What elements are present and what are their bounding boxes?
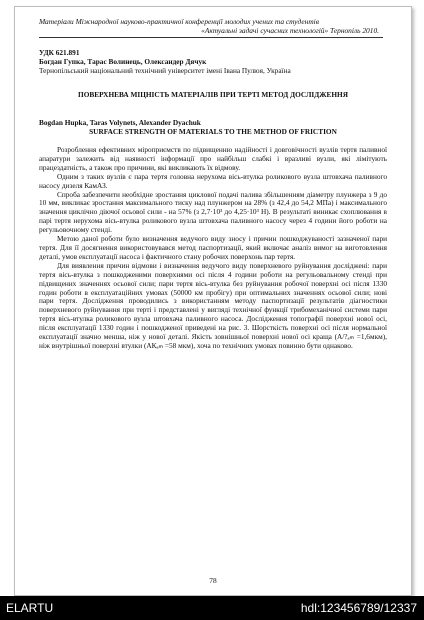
front-matter [39, 49, 387, 76]
paragraph: Метою даної роботи було визначення ведучого виду зносу і причин пошкоджуваності зазначеної пари тертя. Для її досягнення використовувався метод паспортизації, який включає аналіз вимог на виготовлення деталі, умов експлуатації насоса і фактичного стану робочих поверхонь пар тертя. [39, 234, 387, 261]
paragraph: Спроба забезпечити необхідне зростання циклової подачі палива збільшенням діаметру плунжера з 9 до 10 мм, викликає зростання максимального тиску над плунжером на 28% (з 42,4 до 54,2 МПа) і максимального значення циклічно діючої осьової сили - на 57% (з 2,7·10³ до 4,25·10³ Н). В результаті виникає схоплювання в парі тертя нерухома вісь-втулка роликового вузла штовхача паливного насосу через 4 години його роботи на регульовочному стенді. [39, 189, 387, 235]
handle-link[interactable]: hdl:123456789/12337 [300, 601, 417, 615]
paragraph: Розроблення ефективних міроприємств по підвищенню надійності і довговічності вузлів тертя паливної апаратури залежить від наявності інформації про найбільш слабкі і вразливі вузли, які лімітують працездатність, а також про причини, які викликають їх відмову. [39, 145, 387, 172]
header-rule [39, 37, 383, 38]
affiliation: Тернопільський національний технічний університет імені Івана Пулюя, Україна [39, 65, 291, 75]
header-line-1: Матеріали Міжнародної науково-практичної конференції молодих учених та студентів [39, 17, 319, 26]
header-line-2: «Актуальні задачі сучасних технологій» Тернопіль 2010. [201, 26, 379, 35]
paragraph: Для виявлення причин відмови і визначення ведучого виду поверхневого руйнування досліджені: пари тертя вісь-втулка з пошкодженими поверхнями осі після 4 години роботи на регульовальному стенді при підвищених значеннях осьової сили; пари тертя вісь-втулка без руйнування робочої поверхні осі після 1330 годин роботи в експлуатаційних умовах (50000 км пробігу) при оптимальних значеннях осьової сили; нові пари тертя. Дослідження проводились з використанням методу паспортизації результатів діагностики поверхневого руйнування при терті і представлені у вигляді технічної функції трибомеханічної системи пари тертя вісь-втулка роликового вузла штовхача паливного насоса. Дослідження топографії поверхні нової осі, після експлуатації 1330 годин і пошкодженої приведені на рис. 3. Шорсткість поверхні осі після нормальної експлуатації значно менша, ніж у нової деталі. Якість зовнішньої поверхні нової осі краща (А/?ₐₘ =1,6мкм), ніж внутрішньої поверхні втулки (АКₐₘ =58 мкм), хоча по технічних умовах повинно бути однаково. [39, 260, 387, 350]
repository-footer-bar [0, 596, 424, 620]
udc-code: УДК 621.891 [39, 48, 80, 57]
conference-header [39, 17, 379, 35]
paragraph: Одним з таких вузлів є пара тертя головна нерухома вісь-втулка роликового вузла штовхача паливного насосу дизеля КамАЗ. [39, 171, 387, 190]
page-number: 78 [209, 576, 217, 585]
body-text [39, 146, 387, 351]
title-en: SURFACE STRENGTH OF MATERIALS TO THE METHOD OF FRICTION [89, 126, 337, 136]
repository-name[interactable]: ELARTU [6, 601, 54, 615]
document-page [14, 6, 412, 596]
title-ua: ПОВЕРХНЕВА МІЦНІСТЬ МАТЕРІАЛІВ ПРИ ТЕРТІ МЕТОД ДОСЛІДЖЕННЯ [78, 90, 348, 99]
authors-ua: Богдан Гупка, Тарас Волинець, Олександер Дячук [39, 56, 207, 66]
english-front-matter [39, 119, 387, 137]
authors-en: Bogdan Hupka, Taras Volynets, Alexander Dyachuk [39, 118, 201, 127]
